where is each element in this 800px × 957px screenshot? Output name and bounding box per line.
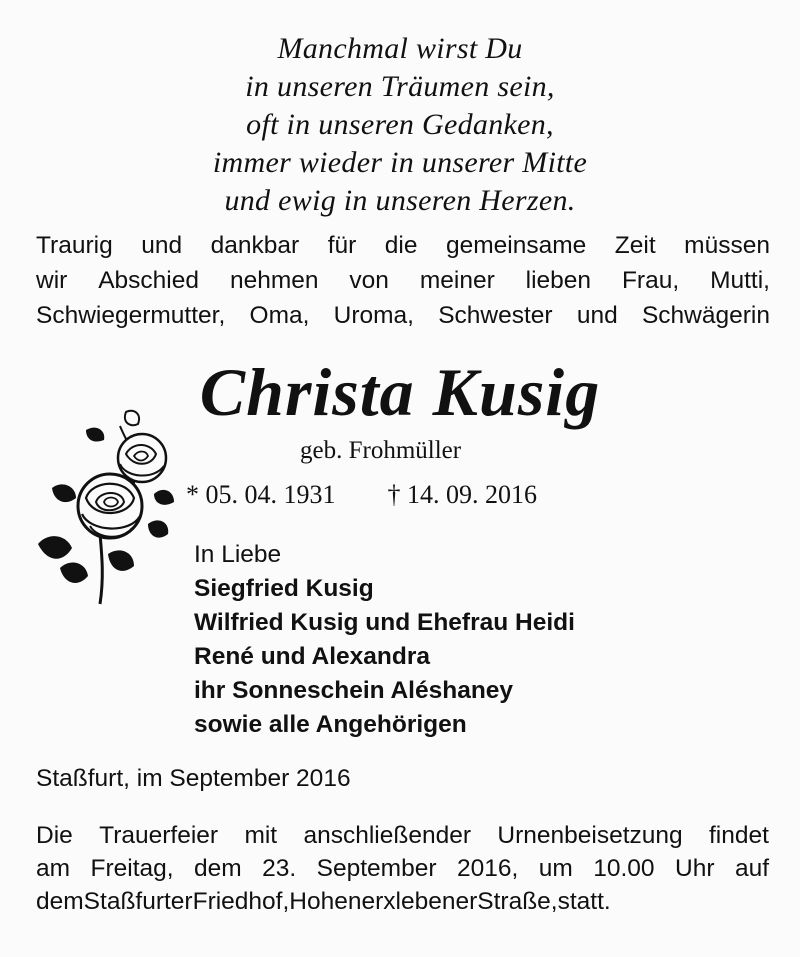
poem-line: Manchmal wirst Du: [277, 32, 523, 65]
word: Zeit: [614, 232, 656, 259]
intro-line: [36, 298, 770, 333]
word: dem: [194, 855, 242, 882]
word: Abschied: [98, 267, 200, 294]
poem-line: oft in unseren Gedanken,: [246, 108, 554, 141]
word: lieben: [525, 267, 592, 294]
word: Uhr: [675, 855, 715, 882]
poem: [0, 30, 800, 220]
word: findet: [709, 822, 769, 849]
funeral-line: [36, 819, 769, 852]
intro-paragraph: [36, 228, 770, 333]
place-date: Staßfurt, im September 2016: [36, 765, 351, 792]
word: Uroma,: [333, 302, 414, 329]
word: Hohenerxlebener: [289, 888, 478, 915]
poem-line: in unseren Träumen sein,: [245, 70, 555, 103]
word: Trauerfeier: [99, 822, 219, 849]
word: 23.: [262, 855, 297, 882]
word: September: [316, 855, 437, 882]
word: von: [349, 267, 389, 294]
poem-line: und ewig in unseren Herzen.: [224, 184, 576, 217]
word: Oma,: [249, 302, 310, 329]
word: 2016,: [456, 855, 519, 882]
word: und: [576, 302, 618, 329]
word: meiner: [419, 267, 495, 294]
word: anschließender: [303, 822, 472, 849]
word: wir: [36, 267, 68, 294]
family-member: sowie alle Angehörigen: [194, 711, 467, 738]
word: Frau,: [621, 267, 680, 294]
death-date: † 14. 09. 2016: [387, 480, 537, 509]
word: und: [141, 232, 183, 259]
birth-name: geb. Frohmüller: [300, 437, 462, 464]
family-member: Wilfried Kusig und Ehefrau Heidi: [194, 609, 575, 636]
funeral-line: [36, 885, 769, 918]
word: am: [36, 855, 71, 882]
funeral-notice: [36, 819, 769, 918]
word: gemeinsame: [446, 232, 587, 259]
poem-line: immer wieder in unserer Mitte: [212, 146, 588, 179]
word: Friedhof,: [192, 888, 290, 915]
family-member: René und Alexandra: [194, 643, 430, 670]
word: Freitag,: [90, 855, 174, 882]
word: Schwägerin: [641, 302, 770, 329]
word: Die: [36, 822, 73, 849]
intro-line: [36, 228, 770, 263]
word: nehmen: [229, 267, 319, 294]
word: müssen: [684, 232, 770, 259]
word: Staßfurter: [83, 888, 193, 915]
word: für: [327, 232, 357, 259]
word: Schwester: [438, 302, 553, 329]
word: 10.00: [593, 855, 655, 882]
life-dates: [186, 478, 537, 512]
deceased-name: Christa Kusig: [199, 354, 601, 430]
word: die: [384, 232, 418, 259]
word: statt.: [557, 888, 611, 915]
word: Traurig: [36, 232, 113, 259]
rose-illustration-icon: [30, 406, 190, 606]
word: Schwiegermutter,: [36, 302, 226, 329]
word: dem: [36, 888, 84, 915]
word: Urnenbeisetzung: [497, 822, 683, 849]
family-signature: [194, 538, 575, 742]
family-member: Siegfried Kusig: [194, 575, 374, 602]
intro-line: [36, 263, 770, 298]
word: Straße,: [477, 888, 558, 915]
word: dankbar: [210, 232, 300, 259]
word: mit: [244, 822, 278, 849]
family-member: ihr Sonneschein Aléshaney: [194, 677, 514, 704]
word: Mutti,: [710, 267, 770, 294]
birth-date: * 05. 04. 1931: [186, 480, 336, 509]
word: auf: [734, 855, 769, 882]
funeral-line: [36, 852, 769, 885]
word: um: [538, 855, 573, 882]
family-heading: In Liebe: [194, 541, 282, 568]
